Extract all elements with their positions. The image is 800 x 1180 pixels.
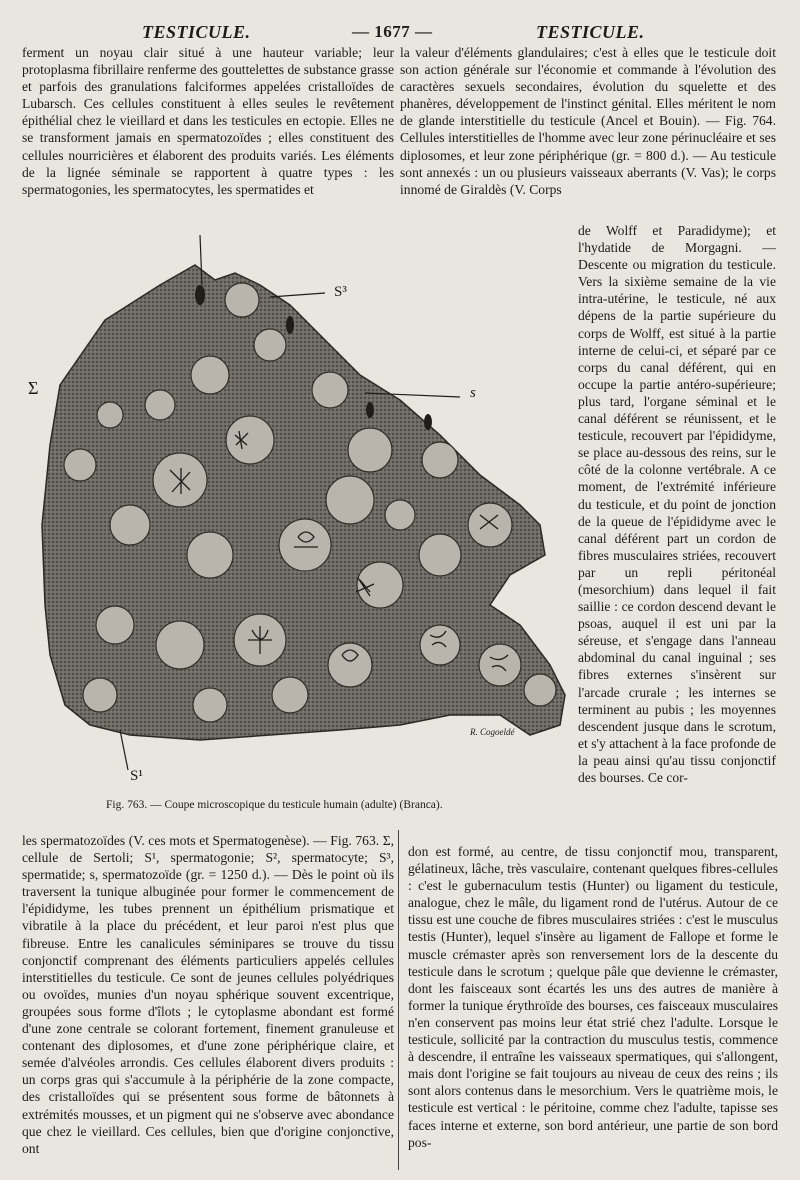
label-s1: S¹ <box>130 768 143 784</box>
text-column-bottom-left <box>22 832 394 1172</box>
text-column-right-narrow <box>578 222 776 842</box>
page-number: — 1677 — <box>352 22 433 41</box>
text-column-top-right <box>400 44 776 224</box>
paragraph: les spermatozoïdes (V. ces mots et Spermatogenèse). — Fig. 763. Σ, cellule de Sertoli; S¹, spermatogonie; S², spermatocyte; S³, spermatide; s, spermatozoïde (gr. = 1250 d.). — Dès le point où ils traversent la tunique albuginée pour former le commencement de l'épididyme, les tubes prennent un épithélium prismatique et vibratile à la place du précédent, et leur paroi n'est plus que fibreuse. Entre les canalicules séminipares se trouve du tissu conjonctif comprenant des éléments particuliers appelés cellules interstitielles du testicule. Ce sont de jeunes cellules polyédriques ou ovoïdes, munies d'un noyau sphérique souvent excentrique, groupées sous forme d'îlots ; le cytoplasme abondant est formé d'une zone centrale se colorant fortement, finement granuleuse et contenant des diplosomes, et d'une zone périphérique claire, et semée d'alvéoles arrondis. Ces cellules élaborent divers produits : un corps gras qui s'accumule à la périphérie de la zone compacte, des cristalloïdes qui se présentent sous forme de bâtonnets à extrémités mousses, et un pigment qui ne s'observe avec abondance que chez le vieillard. Ces cellules, bien que d'origine conjonctive, ont <box>22 833 394 1156</box>
label-s: s <box>470 385 476 401</box>
text-column-bottom-right <box>408 843 778 1173</box>
label-s3: S³ <box>334 284 347 300</box>
paragraph: ferment un noyau clair situé à une hauteur variable; leur protoplasma fibrillaire renferme des gouttelettes de substance grasse et parfois des granulations falciformes appelées cristalloïdes de Lubarsch. Ces cellules constituent à elles seules le revêtement épithélial chez le vieillard et dans les testicules en ectopie. Elles ne se transforment jamais en spermatozoïdes ; elles constituent des cellules nourricières et élaborent des produits variés. Les éléments de la lignée séminale se rapportent à quatre types : les spermatogonies, les spermatocytes, les spermatides et <box>22 45 394 197</box>
paragraph: de Wolff et Paradidyme); et l'hydatide de Morgagni. — Descente ou migration du testicule. Vers la sixième semaine de la vie intra-utérine, le testicule, né aux dépens de la partie supérieure du corps de Wolff, est situé à la partie interne de celui-ci, et séparé par ce corps du canal déférent, qui en occupe la partie antéro-supérieure; plus tard, l'organe séminal et le canal déférent se réunissent, et le testicule, recouvert par l'épididyme, se place au-dessous des reins, sur le côté de la colonne vertébrale. A ce moment, de l'extrémité inférieure du testicule, et du point de jonction de la queue de l'épididyme avec le canal déférent part un cordon de fibres musculaires striées, recouvert par un repli péritonéal (mesorchium) dans lequel il fait saillie : ce cordon descend devant le psoas, auquel il est uni par la séreuse, et s'engage dans l'anneau abdominal du canal inguinal ; ses fibres externes s'insèrent sur l'arcade crurale ; les internes se terminent au pubis ; les moyennes descendent jusque dans le scrotum, et s'y attachent à la face profonde de la peau ainsi qu'au tissu conjonctif des bourses. Ce cor- <box>578 223 776 785</box>
paragraph: don est formé, au centre, de tissu conjonctif mou, transparent, gélatineux, lâche, très vasculaire, contenant quelques fibres-cellules : c'est le gubernaculum testis (Hunter) ou ligament du testicule, analogue, chez le mâle, du ligament rond de l'utérus. Autour de ce tissu est une couche de fibres musculaires striées : c'est le musculus testis (Hunter), lequel s'insère au ligament de Fallope et forme le muscle crémaster après son renversement lors de la descente du testicule dans le scrotum ; quelque pâle que devienne le crémaster, dont les faisceaux sont écartés les uns des autres de manière à former la tunique érythroïde des bourses, ces faisceaux musculaires n'en conservent pas moins leur état strié chez l'adulte. Lorsque le testicule, sollicité par la contraction du musculus testis, commence à descendre, il entraîne les vaisseaux spermatiques, qui s'allongent, mais dont l'origine se fait toujours au niveau de ceux des reins ; ils sont alors contenus dans le mesorchium. Vers le quatrième mois, le testicule est vertical : le péritoine, comme chez l'adulte, tapisse ses faces interne et externe, son bord antérieur, une partie de son bord pos- <box>408 844 778 1150</box>
paragraph: la valeur d'éléments glandulaires; c'est à elles que le testicule doit son action générale sur l'économie et commande à l'évolution des caractères sexuels secondaires, évolution du squelette et des phanères, développement de l'instinct génital. Elles méritent le nom de glande interstitielle du testicule (Ancel et Bouin). — Fig. 764. Cellules interstitielles de l'homme avec leur zone périnucléaire et ses diplosomes, et leur zone périphérique (gr. = 800 d.). — Au testicule sont annexés : un ou plusieurs vaisseaux aberrants (V. Vas); le corps innomé de Giraldès (V. Corps <box>400 45 776 197</box>
label-sigma: Σ <box>28 378 39 398</box>
text-column-top-left <box>22 44 394 222</box>
running-header-left: TESTICULE. <box>142 22 251 42</box>
figure-caption: Fig. 763. — Coupe microscopique du testicule humain (adulte) (Branca). <box>106 799 443 811</box>
column-divider <box>398 830 399 1170</box>
illustrator-signature: R. Cogoeldé <box>470 727 515 737</box>
running-header-right: TESTICULE. <box>536 22 645 42</box>
